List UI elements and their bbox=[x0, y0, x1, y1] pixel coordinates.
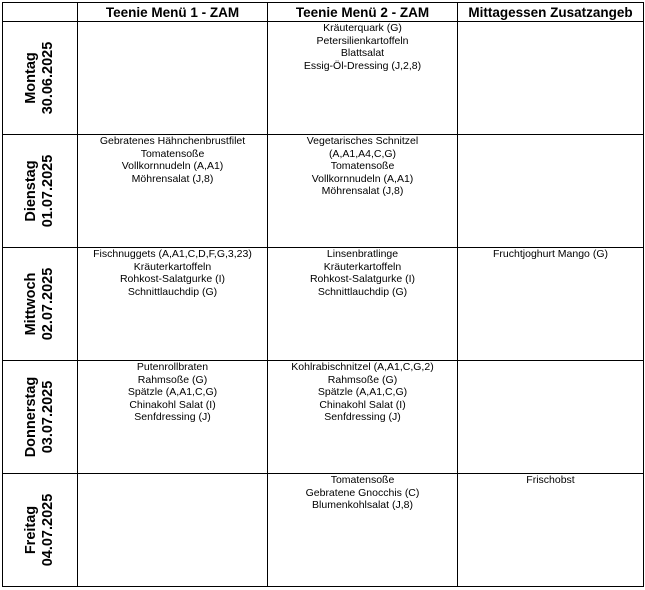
meal-item: Putenrollbraten bbox=[136, 361, 209, 373]
day-label bbox=[23, 155, 57, 228]
meal-item: Rohkost-Salatgurke (I) bbox=[309, 273, 416, 286]
meal-item: Gebratene Gnocchis (C) bbox=[305, 486, 420, 499]
date-label: 04.07.2025 bbox=[40, 493, 56, 567]
meal-cell-menu2 bbox=[268, 22, 458, 135]
day-label-cell bbox=[3, 135, 78, 248]
day-label bbox=[23, 268, 57, 341]
menu-table bbox=[2, 2, 644, 587]
meal-item: Kräuterquark (G) bbox=[323, 22, 402, 34]
meal-cell-extra bbox=[458, 474, 644, 587]
day-label bbox=[23, 494, 57, 567]
meal-item: Spätzle (A,A1,C,G) bbox=[317, 386, 408, 399]
meal-cell-extra bbox=[458, 135, 644, 248]
meal-cell-extra bbox=[458, 361, 644, 474]
header-extra: Mittagessen Zusatzangeb bbox=[458, 3, 644, 22]
meal-cell-menu2 bbox=[268, 361, 458, 474]
meal-item: Vollkornnudeln (A,A1) bbox=[311, 172, 414, 185]
meal-item: Rahmsoße (G) bbox=[137, 373, 208, 386]
weekday-label: Mittwoch bbox=[23, 272, 39, 336]
day-label-cell bbox=[3, 248, 78, 361]
day-row-donnerstag bbox=[3, 361, 644, 474]
meal-item: Rohkost-Salatgurke (I) bbox=[119, 273, 226, 286]
meal-item: Möhrensalat (J,8) bbox=[131, 172, 214, 185]
day-row-freitag bbox=[3, 474, 644, 587]
date-label: 02.07.2025 bbox=[40, 267, 56, 341]
meal-item: Senfdressing (J) bbox=[324, 411, 401, 424]
meal-item: Vollkornnudeln (A,A1) bbox=[121, 160, 224, 173]
meal-item: Linsenbratlinge bbox=[326, 248, 399, 260]
meal-item: Petersilienkartoffeln bbox=[316, 34, 409, 47]
meal-item: Tomatensoße bbox=[140, 147, 205, 160]
date-label: 01.07.2025 bbox=[40, 154, 56, 228]
meal-item: Tomatensoße bbox=[330, 474, 395, 486]
day-label-cell bbox=[3, 22, 78, 135]
meal-item: Kohlrabischnitzel (A,A1,C,G,2) bbox=[291, 361, 434, 373]
meal-item: Tomatensoße bbox=[330, 160, 395, 173]
meal-item: Fruchtjoghurt Mango (G) bbox=[493, 248, 608, 260]
meal-cell-menu1 bbox=[78, 474, 268, 587]
meal-cell-menu2 bbox=[268, 248, 458, 361]
meal-cell-extra bbox=[458, 22, 644, 135]
meal-item: Essig-Öl-Dressing (J,2,8) bbox=[303, 59, 422, 72]
day-label bbox=[23, 42, 57, 115]
meal-cell-menu2 bbox=[268, 474, 458, 587]
meal-item: Kräuterkartoffeln bbox=[323, 260, 402, 273]
meal-cell-menu1 bbox=[78, 22, 268, 135]
header-row bbox=[3, 3, 644, 22]
day-label-cell bbox=[3, 361, 78, 474]
meal-item: Kräuterkartoffeln bbox=[133, 260, 212, 273]
meal-item: Blumenkohlsalat (J,8) bbox=[312, 499, 413, 512]
day-row-mittwoch bbox=[3, 248, 644, 361]
meal-cell-menu1 bbox=[78, 361, 268, 474]
date-label: 30.06.2025 bbox=[40, 41, 56, 115]
meal-item: Frischobst bbox=[526, 474, 575, 486]
meal-cell-extra bbox=[458, 248, 644, 361]
meal-item: Möhrensalat (J,8) bbox=[321, 185, 404, 198]
meal-item: Rahmsoße (G) bbox=[327, 373, 398, 386]
meal-item: Spätzle (A,A1,C,G) bbox=[127, 386, 218, 399]
weekday-label: Freitag bbox=[23, 505, 39, 555]
day-label bbox=[23, 377, 57, 458]
meal-cell-menu1 bbox=[78, 248, 268, 361]
header-menu1: Teenie Menü 1 - ZAM bbox=[78, 3, 268, 22]
header-menu2: Teenie Menü 2 - ZAM bbox=[268, 3, 458, 22]
meal-item: Schnittlauchdip (G) bbox=[317, 285, 408, 298]
meal-item: Chinakohl Salat (I) bbox=[319, 398, 406, 411]
day-row-montag bbox=[3, 22, 644, 135]
meal-item: Schnittlauchdip (G) bbox=[127, 285, 218, 298]
weekday-label: Donnerstag bbox=[23, 376, 39, 458]
weekday-label: Montag bbox=[23, 52, 39, 104]
meal-item: Fischnuggets (A,A1,C,D,F,G,3,23) bbox=[93, 248, 252, 260]
meal-item: Vegetarisches Schnitzel bbox=[306, 135, 419, 147]
meal-item: Chinakohl Salat (I) bbox=[129, 398, 216, 411]
date-label: 03.07.2025 bbox=[40, 380, 56, 454]
meal-item: Gebratenes Hähnchenbrustfilet bbox=[99, 135, 246, 147]
day-row-dienstag bbox=[3, 135, 644, 248]
meal-cell-menu2 bbox=[268, 135, 458, 248]
day-label-cell bbox=[3, 474, 78, 587]
corner-cell bbox=[3, 3, 78, 22]
meal-item: (A,A1,A4,C,G) bbox=[328, 147, 397, 160]
meal-item: Blattsalat bbox=[340, 47, 385, 60]
meal-cell-menu1 bbox=[78, 135, 268, 248]
weekday-label: Dienstag bbox=[23, 160, 39, 222]
meal-item: Senfdressing (J) bbox=[134, 411, 211, 424]
